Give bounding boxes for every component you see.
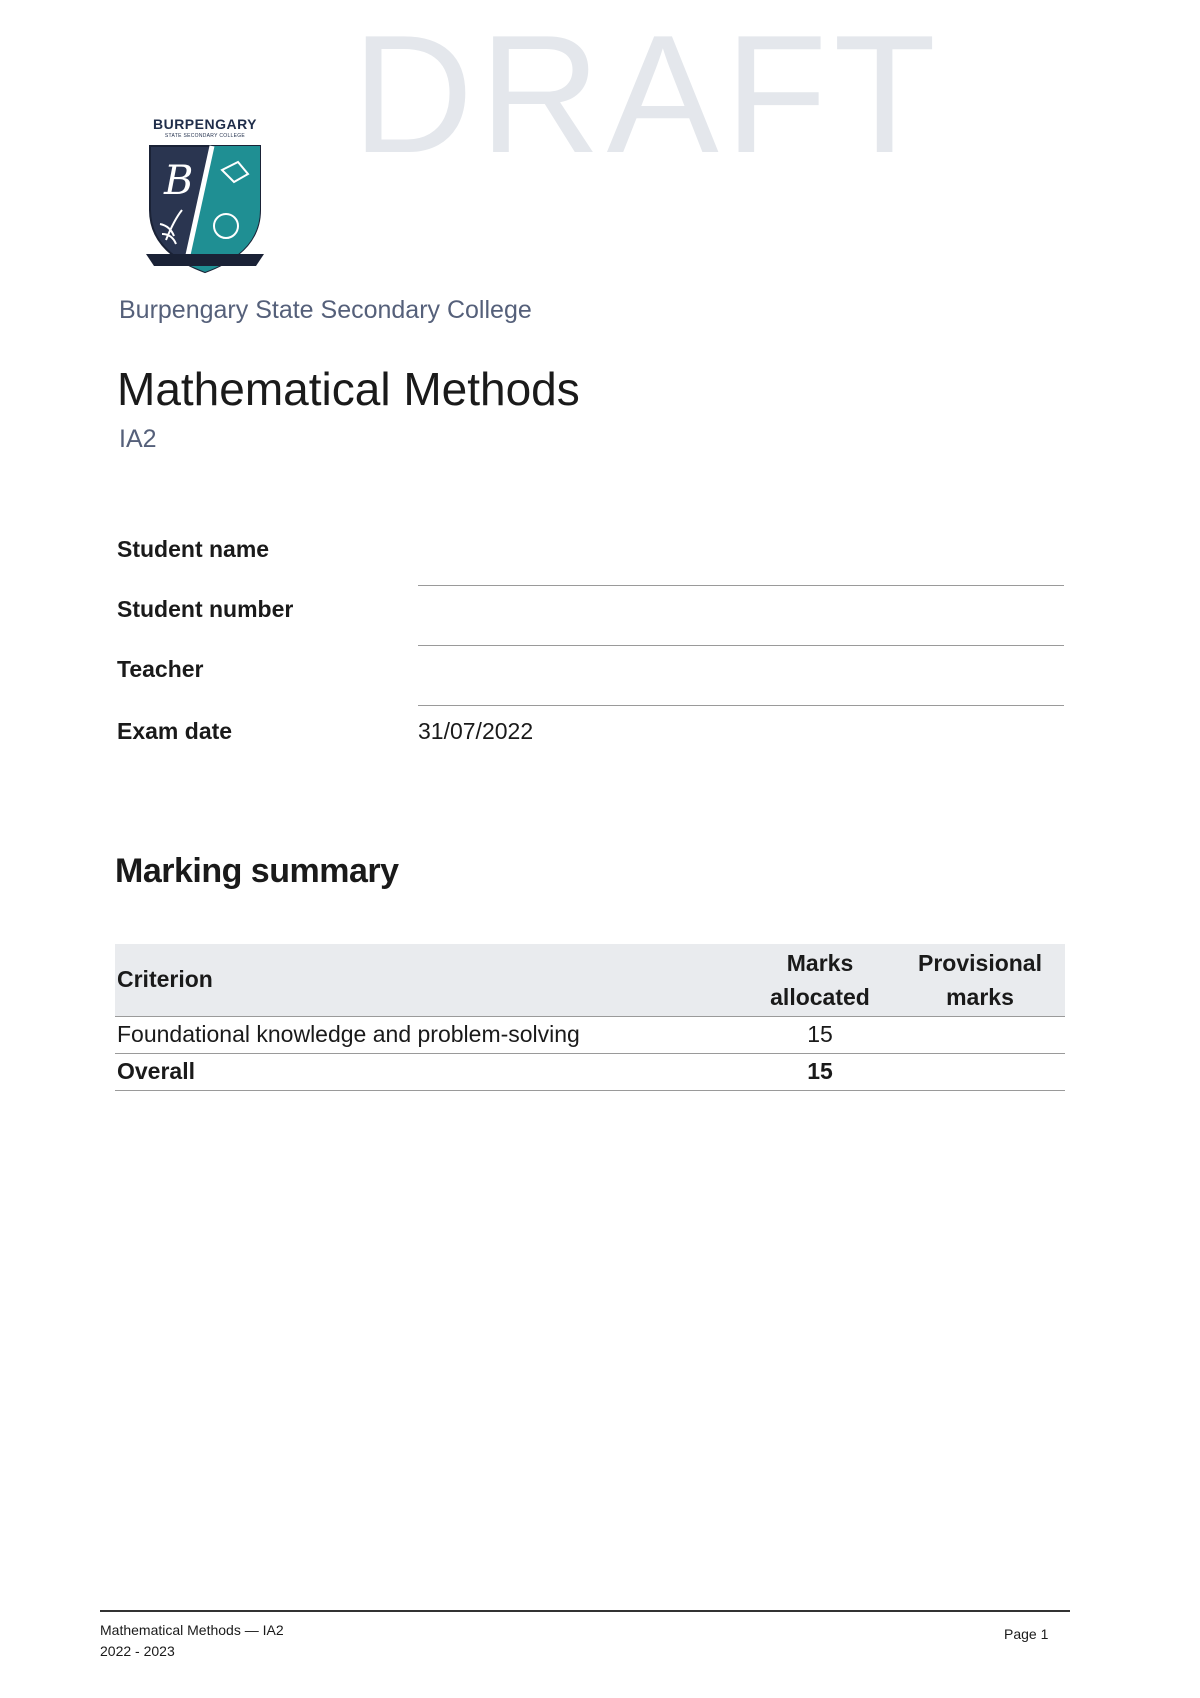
column-provisional-marks xyxy=(910,946,1050,1014)
column-marks-allocated-line2: allocated xyxy=(770,984,870,1010)
crest-school-name: BURPENGARY xyxy=(152,116,258,132)
column-marks-allocated xyxy=(765,946,875,1014)
marking-summary-title: Marking summary xyxy=(115,852,399,890)
crest-school-subtitle: STATE SECONDARY COLLEGE xyxy=(164,133,246,139)
document-subtitle: IA2 xyxy=(119,425,157,453)
column-marks-allocated-line1: Marks xyxy=(786,950,854,976)
document-title: Mathematical Methods xyxy=(117,363,580,415)
footer-info xyxy=(100,1620,284,1662)
page-number: Page 1 xyxy=(1004,1626,1049,1642)
table-header xyxy=(115,944,1065,1017)
table-row xyxy=(115,1017,1065,1054)
column-criterion: Criterion xyxy=(117,966,213,992)
crest-shield-icon xyxy=(146,140,264,276)
table-row-overall xyxy=(115,1054,1065,1091)
criterion-cell: Foundational knowledge and problem-solving xyxy=(117,1021,580,1047)
column-provisional-line2: marks xyxy=(946,984,1014,1010)
exam-date-label: Exam date xyxy=(117,718,233,744)
overall-label: Overall xyxy=(117,1058,195,1084)
draft-watermark: DRAFT xyxy=(352,0,942,188)
marks-allocated-cell: 15 xyxy=(807,1021,833,1047)
student-name-line xyxy=(418,585,1064,586)
footer-course: Mathematical Methods — IA2 xyxy=(100,1622,284,1638)
school-crest-logo xyxy=(140,116,270,276)
student-number-line xyxy=(418,645,1064,646)
svg-text:B: B xyxy=(164,158,194,204)
footer-divider xyxy=(100,1610,1070,1612)
column-provisional-line1: Provisional xyxy=(918,950,1042,976)
school-name: Burpengary State Secondary College xyxy=(119,296,532,324)
teacher-label: Teacher xyxy=(117,656,204,682)
student-number-label: Student number xyxy=(117,596,294,622)
exam-date-value: 31/07/2022 xyxy=(418,718,534,744)
student-name-label: Student name xyxy=(117,536,270,562)
overall-marks-allocated: 15 xyxy=(807,1058,833,1084)
footer-year: 2022 - 2023 xyxy=(100,1643,175,1659)
teacher-line xyxy=(418,705,1064,706)
